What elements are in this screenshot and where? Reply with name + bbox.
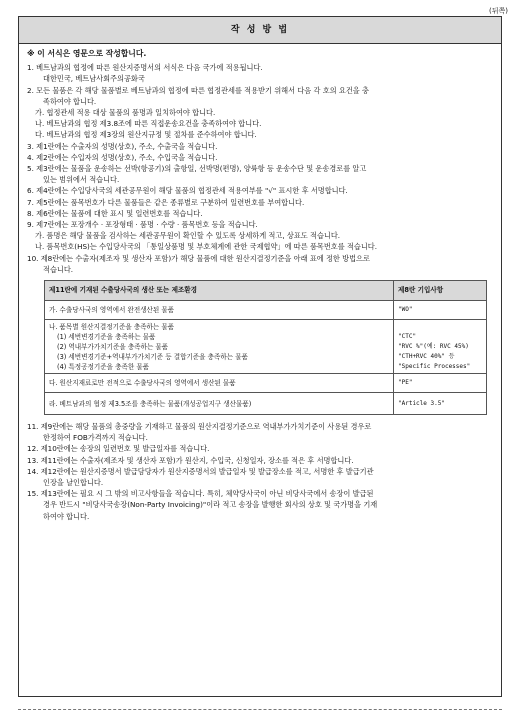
instruction-line: 족하여야 합니다. [43,96,97,106]
condition-cell [45,393,394,415]
page-title: 작 성 방 법 [19,17,501,44]
condition-text: 가. 수출당사국의 영역에서 완전생산된 물품 [49,306,175,315]
instruction-list-bottom [27,421,493,522]
entry-text: "RVC %"(예: RVC 45%) [398,342,469,350]
instruction-line: 10. 제8란에는 수출자(제조자 및 생산자 포함)가 해당 물품에 대한 원산지결정기준을 아래 표에 정한 방법으로 [27,253,370,263]
condition-text: (1) 세번변경기준을 충족하는 물품 [57,332,156,341]
entry-text: "CTC" [398,332,417,340]
instruction-line: 11. 제9란에는 해당 물품의 총중량을 기재하고 물품의 원산지결정기준으로 역내부가가치기준이 사용된 경우로 [27,422,372,432]
back-side-label: (뒤쪽) [489,7,508,15]
entry-text: "CTH+RVC 40%" 등 [398,352,455,360]
table-header-condition: 제11란에 기재된 수출당사국의 생산 또는 제조환경 [45,281,394,301]
instruction-line: 나. 품목번호(HS)는 수입당사국의 「통일상품명 및 부호체계에 관한 국제협약」에 따른 품목번호를 적습니다. [35,242,378,252]
instruction-line: 15. 제13란에는 필요 시 그 밖의 비고사항들을 적습니다. 특히, 체약당사국이 아닌 비당사국에서 송장이 발급된 [27,489,374,499]
instruction-line: 14. 제12란에는 원산지증명서 발급담당자가 원산지증명서의 발급일자 및 발급장소를 적고, 서명한 후 발급기관 [27,466,374,476]
instruction-line: 7. 제5란에는 품목번호가 다른 물품들은 같은 종류별로 구분하여 일련번호를 부여합니다. [27,197,305,207]
english-notice: ※ 이 서식은 영문으로 작성합니다. [27,49,147,58]
entry-cell [394,301,487,320]
entry-cell [394,374,487,393]
instructions-body [19,44,501,522]
instruction-line: 적습니다. [43,264,74,274]
instruction-line: 9. 제7란에는 포장개수 · 포장형태 · 품명 · 수량 · 품목번호 등을 적습니다. [27,220,258,230]
entry-text [398,322,482,332]
entry-text: "WO" [398,306,413,314]
condition-cell [45,374,394,393]
condition-text: (2) 역내부가가치기준을 충족하는 물품 [57,342,169,351]
instruction-line: 2. 모든 물품은 각 해당 물품별로 베트남과의 협정에 따른 협정관세를 적용받기 위해서 다음 각 호의 요건을 충 [27,85,369,95]
instruction-list-top [27,62,493,275]
instructions-frame [18,16,502,697]
table-row [45,374,487,393]
instruction-line: 하여야 합니다. [43,511,90,521]
table-row [45,301,487,320]
instruction-line: 경우 반드시 "비당사국송장(Non-Party Invoicing)"이라 적고 송장을 발행한 회사의 상호 및 국가명을 기재 [43,500,378,510]
table-header-entry: 제8란 기입사항 [394,281,487,301]
instruction-line: 12. 제10란에는 송장의 일련번호 및 발급일자를 적습니다. [27,444,210,454]
table-row [45,320,487,374]
instruction-line: 5. 제3란에는 물품을 운송하는 선박(항공기)의 출항일, 선박명(편명), 양륙항 등 운송수단 및 운송경로를 알고 [27,164,367,174]
instruction-line: 한정하여 FOB가격까지 적습니다. [43,433,148,443]
instruction-line: 8. 제6란에는 물품에 대한 표시 및 일련번호를 적습니다. [27,208,203,218]
instruction-line: 나. 베트남과의 협정 제3.8조에 따른 직접운송요건을 충족하여야 합니다. [35,119,262,129]
bottom-divider [18,709,502,710]
condition-text: (3) 세번변경기준+역내부가가치기준 등 결합기준을 충족하는 물품 [57,352,248,361]
origin-criteria-table [44,280,487,415]
instruction-line: 인장을 날인합니다. [43,478,104,488]
entry-cell [394,320,487,374]
entry-cell [394,393,487,415]
table-row [45,393,487,415]
instruction-line: 1. 베트남과의 협정에 따른 원산지증명서의 서식은 다음 국가에 적용됩니다. [27,63,263,73]
condition-text: 나. 품목별 원산지결정기준을 충족하는 물품 [49,322,175,331]
condition-text: 라. 베트남과의 협정 제3.5조를 충족하는 물품(개성공업지구 생산물품) [49,399,252,408]
condition-cell [45,301,394,320]
entry-text: "Specific Processes" [398,362,471,370]
condition-text: 다. 원산지재료로만 전적으로 수출당사국의 영역에서 생산된 물품 [49,379,236,388]
instruction-line: 다. 베트남과의 협정 제3장의 원산지규정 및 절차를 준수하여야 합니다. [35,130,257,140]
instruction-line: 대한민국, 베트남사회주의공화국 [43,74,145,84]
instruction-line: 있는 범위에서 적습니다. [43,175,120,185]
instruction-line: 3. 제1란에는 수출자의 성명(상호), 주소, 수출국을 적습니다. [27,141,218,151]
condition-cell [45,320,394,374]
instruction-line: 가. 품명은 해당 물품을 검사하는 세관공무원이 확인할 수 있도록 상세하게 적고, 상표도 적습니다. [35,231,341,241]
instruction-line: 4. 제2란에는 수입자의 성명(상호), 주소, 수입국을 적습니다. [27,152,218,162]
instruction-line: 가. 협정관세 적용 대상 물품의 품명과 일치하여야 합니다. [35,108,216,118]
entry-text: "PE" [398,379,413,387]
instruction-line: 6. 제4란에는 수입당사국의 세관공무원이 해당 물품의 협정관세 적용여부를 "√" 표시한 후 서명합니다. [27,186,348,196]
entry-text: "Article 3.5" [398,399,445,407]
condition-text: (4) 특정공정기준을 충족한 물품 [57,362,150,371]
instruction-line: 13. 제11란에는 수출자(제조자 및 생산자 포함)가 원산지, 수입국, 신청일자, 장소를 적은 후 서명합니다. [27,455,354,465]
